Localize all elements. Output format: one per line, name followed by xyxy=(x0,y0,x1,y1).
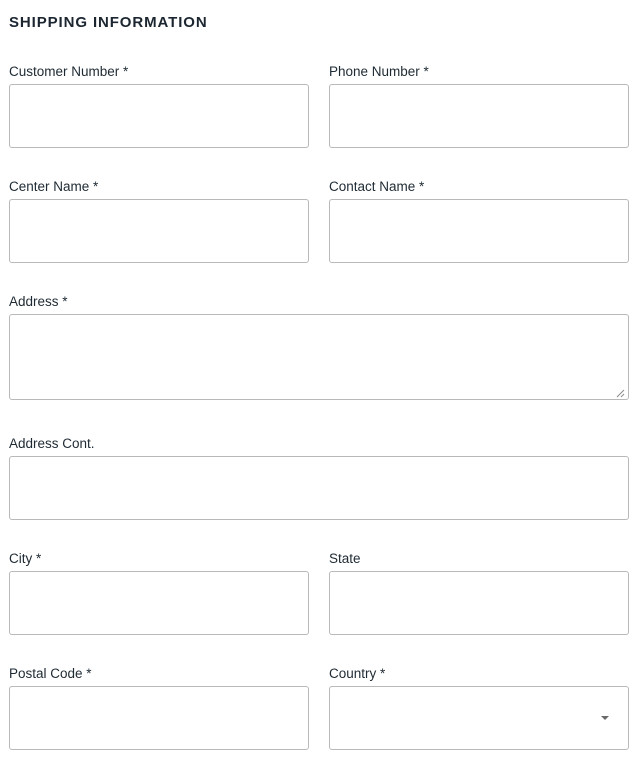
postal-code-label: Postal Code * xyxy=(9,666,92,681)
center-name-input[interactable] xyxy=(9,199,309,263)
state-field xyxy=(329,551,629,635)
center-name-field xyxy=(9,179,309,263)
city-label: City * xyxy=(9,551,42,566)
contact-name-label: Contact Name * xyxy=(329,179,425,194)
phone-number-label: Phone Number * xyxy=(329,64,429,79)
address-cont-label: Address Cont. xyxy=(9,436,95,451)
city-input[interactable] xyxy=(9,571,309,635)
address-cont-field xyxy=(9,436,629,520)
country-select[interactable] xyxy=(329,686,629,750)
caret-down-icon xyxy=(601,716,609,720)
state-label: State xyxy=(329,551,361,566)
country-label: Country * xyxy=(329,666,386,681)
contact-name-input[interactable] xyxy=(329,199,629,263)
address-cont-input[interactable] xyxy=(9,456,629,520)
postal-code-field xyxy=(9,666,309,750)
center-name-label: Center Name * xyxy=(9,179,99,194)
customer-number-label: Customer Number * xyxy=(9,64,129,79)
country-field xyxy=(329,666,629,750)
customer-number-input[interactable] xyxy=(9,84,309,148)
section-title: SHIPPING INFORMATION xyxy=(9,14,208,31)
address-textarea[interactable] xyxy=(9,314,629,400)
address-field xyxy=(9,294,629,400)
city-field xyxy=(9,551,309,635)
address-label: Address * xyxy=(9,294,68,309)
phone-number-field xyxy=(329,64,629,148)
contact-name-field xyxy=(329,179,629,263)
postal-code-input[interactable] xyxy=(9,686,309,750)
phone-number-input[interactable] xyxy=(329,84,629,148)
state-input[interactable] xyxy=(329,571,629,635)
customer-number-field xyxy=(9,64,309,148)
